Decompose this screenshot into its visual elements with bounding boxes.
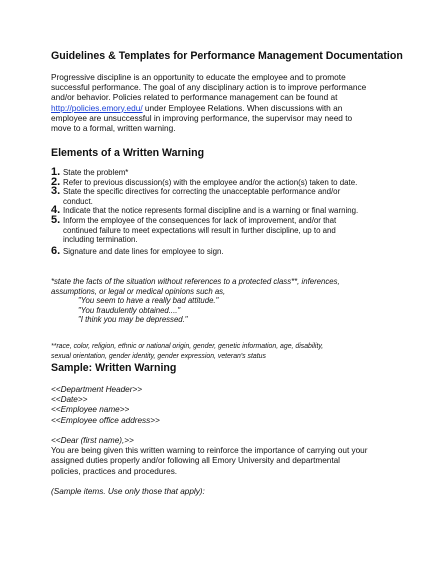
protected-class-line: sexual orientation, gender identity, gender expression, veteran's status <box>51 352 266 360</box>
document-title: Guidelines & Templates for Performance Management Documentation <box>51 50 403 62</box>
elements-list <box>51 168 396 256</box>
intro-line: move to a formal, written warning. <box>51 123 176 134</box>
list-number: 4. <box>51 204 61 217</box>
list-item <box>51 187 396 206</box>
intro-line <box>51 103 391 113</box>
placeholder-field: <<Employee name>> <box>51 405 130 415</box>
intro-line-rest: under Employee Relations. When discussions with an <box>142 102 343 113</box>
placeholder-field: <<Employee office address>> <box>51 415 160 425</box>
intro-line: employee are unsuccessful in improving performance, the supervisor may need to <box>51 112 353 123</box>
letter-body-line: You are being given this written warning to reinforce the importance of carrying out your <box>51 446 368 456</box>
footnote-line: *state the facts of the situation without references to a protected class**, inferences, <box>51 277 340 286</box>
list-item <box>51 175 396 188</box>
intro-line: and/or behavior. Policies related to performance management can be found at <box>51 92 338 103</box>
list-item-text: including termination. <box>63 235 138 245</box>
intro-paragraph <box>51 72 391 133</box>
sample-heading: Sample: Written Warning <box>51 362 177 374</box>
list-number: 6. <box>51 244 61 257</box>
policies-link[interactable]: http://policies.emory.edu/ <box>51 102 143 113</box>
list-item <box>51 213 396 245</box>
placeholder-field: <<Department Header>> <box>51 385 143 394</box>
list-item-text: Indicate that the notice represents formal discipline and is a warning or final warning. <box>63 206 359 216</box>
intro-line: successful performance. The goal of any disciplinary action is to improve performance <box>51 82 367 93</box>
example-quote: "You fraudulently obtained...." <box>78 305 181 315</box>
salutation: <<Dear (first name),>> <box>51 436 134 445</box>
list-item-text: Signature and date lines for employee to sign. <box>63 246 224 256</box>
footnote <box>51 277 391 325</box>
example-quote: "You seem to have a really bad attitude." <box>78 296 219 306</box>
list-number: 2. <box>51 175 61 188</box>
list-number: 1. <box>51 166 61 178</box>
spacer <box>51 426 391 436</box>
spacer <box>51 477 391 487</box>
protected-class-line: **race, color, religion, ethnic or national origin, gender, genetic information, age, disability, <box>51 343 324 350</box>
sample-letter <box>51 385 391 497</box>
list-item <box>51 168 396 178</box>
list-item-text: Refer to previous discussion(s) with the employee and/or the action(s) taken to date. <box>63 177 358 187</box>
list-item-text: State the specific directives for correcting the unacceptable performance and/or <box>63 187 341 197</box>
list-item-text: Inform the employee of the consequences for lack of improvement, and/or that <box>63 215 337 225</box>
list-item <box>51 244 396 257</box>
sample-items-note: (Sample items. Use only those that apply): <box>51 487 205 496</box>
list-item-text: continued failure to meet expectations will result in further discipline, up to and <box>63 225 336 235</box>
list-item-text: conduct. <box>63 196 93 206</box>
protected-class-note <box>51 342 391 361</box>
list-item <box>51 206 396 216</box>
intro-line: Progressive discipline is an opportunity to educate the employee and to promote <box>51 72 346 82</box>
list-number: 5. <box>51 213 61 226</box>
letter-body-line: assigned duties properly and/or following all Emory University and departmental <box>51 456 340 466</box>
list-number: 3. <box>51 185 61 198</box>
placeholder-field: <<Date>> <box>51 395 88 405</box>
list-item-text: State the problem* <box>63 168 129 177</box>
letter-body-line: policies, practices and procedures. <box>51 466 178 476</box>
example-quote: "I think you may be depressed." <box>78 315 188 325</box>
elements-heading: Elements of a Written Warning <box>51 147 205 159</box>
footnote-line: assumptions, or legal or medical opinions such as, <box>51 286 226 296</box>
